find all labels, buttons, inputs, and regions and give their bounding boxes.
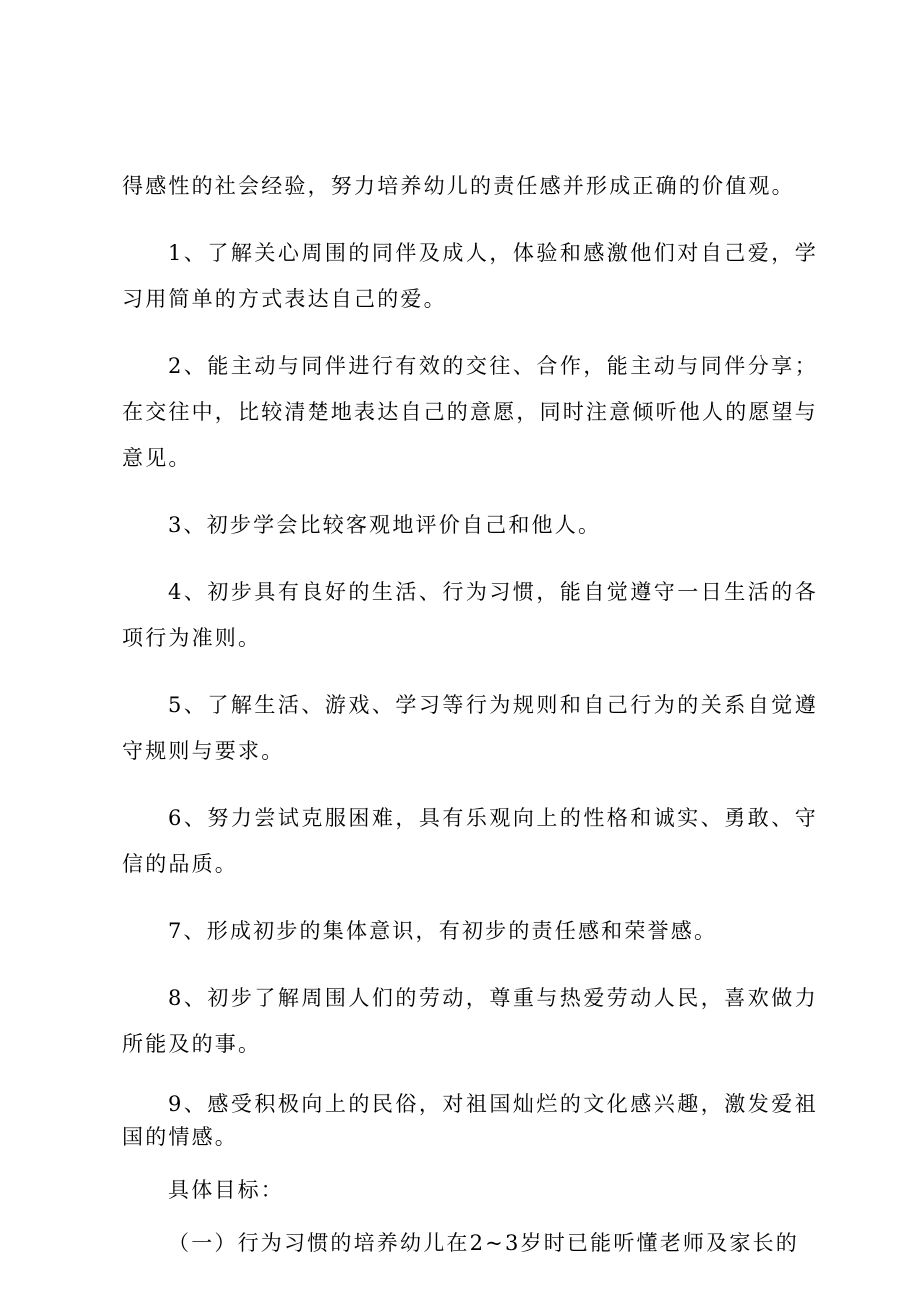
paragraph-subsection-1: （一）行为习惯的培养幼儿在2~3岁时已能听懂老师及家长的 (168, 1231, 799, 1255)
paragraph-item-1: 1、了解关心周围的同伴及成人，体验和感激他们对自己爱，学习用简单的方式表达自己的爱。 (122, 241, 818, 311)
document-page (122, 163, 818, 1280)
paragraph-item-3: 3、初步学会比较客观地评价自己和他人。 (168, 513, 602, 537)
paragraph-item-6: 6、努力尝试克服困难，具有乐观向上的性格和诚实、勇敢、守信的品质。 (122, 806, 818, 876)
section-heading-specific-goals: 具体目标： (168, 1178, 284, 1202)
paragraph-continuation: 得感性的社会经验，努力培养幼儿的责任感并形成正确的价值观。 (122, 174, 795, 198)
paragraph-item-7: 7、形成初步的集体意识，有初步的责任感和荣誉感。 (168, 919, 718, 943)
paragraph-item-2: 2、能主动与同伴进行有效的交往、合作，能主动与同伴分享；在交往中，比较清楚地表达自己的意愿，同时注意倾听他人的愿望与意见。 (122, 354, 818, 470)
paragraph-item-5: 5、了解生活、游戏、学习等行为规则和自己行为的关系自觉遵守规则与要求。 (122, 693, 818, 763)
paragraph-item-8: 8、初步了解周围人们的劳动，尊重与热爱劳动人民，喜欢做力所能及的事。 (122, 986, 818, 1056)
paragraph-item-4: 4、初步具有良好的生活、行为习惯，能自觉遵守一日生活的各项行为准则。 (122, 580, 818, 650)
paragraph-item-9: 9、感受积极向上的民俗，对祖国灿烂的文化感兴趣，激发爱祖国的情感。 (122, 1092, 818, 1149)
